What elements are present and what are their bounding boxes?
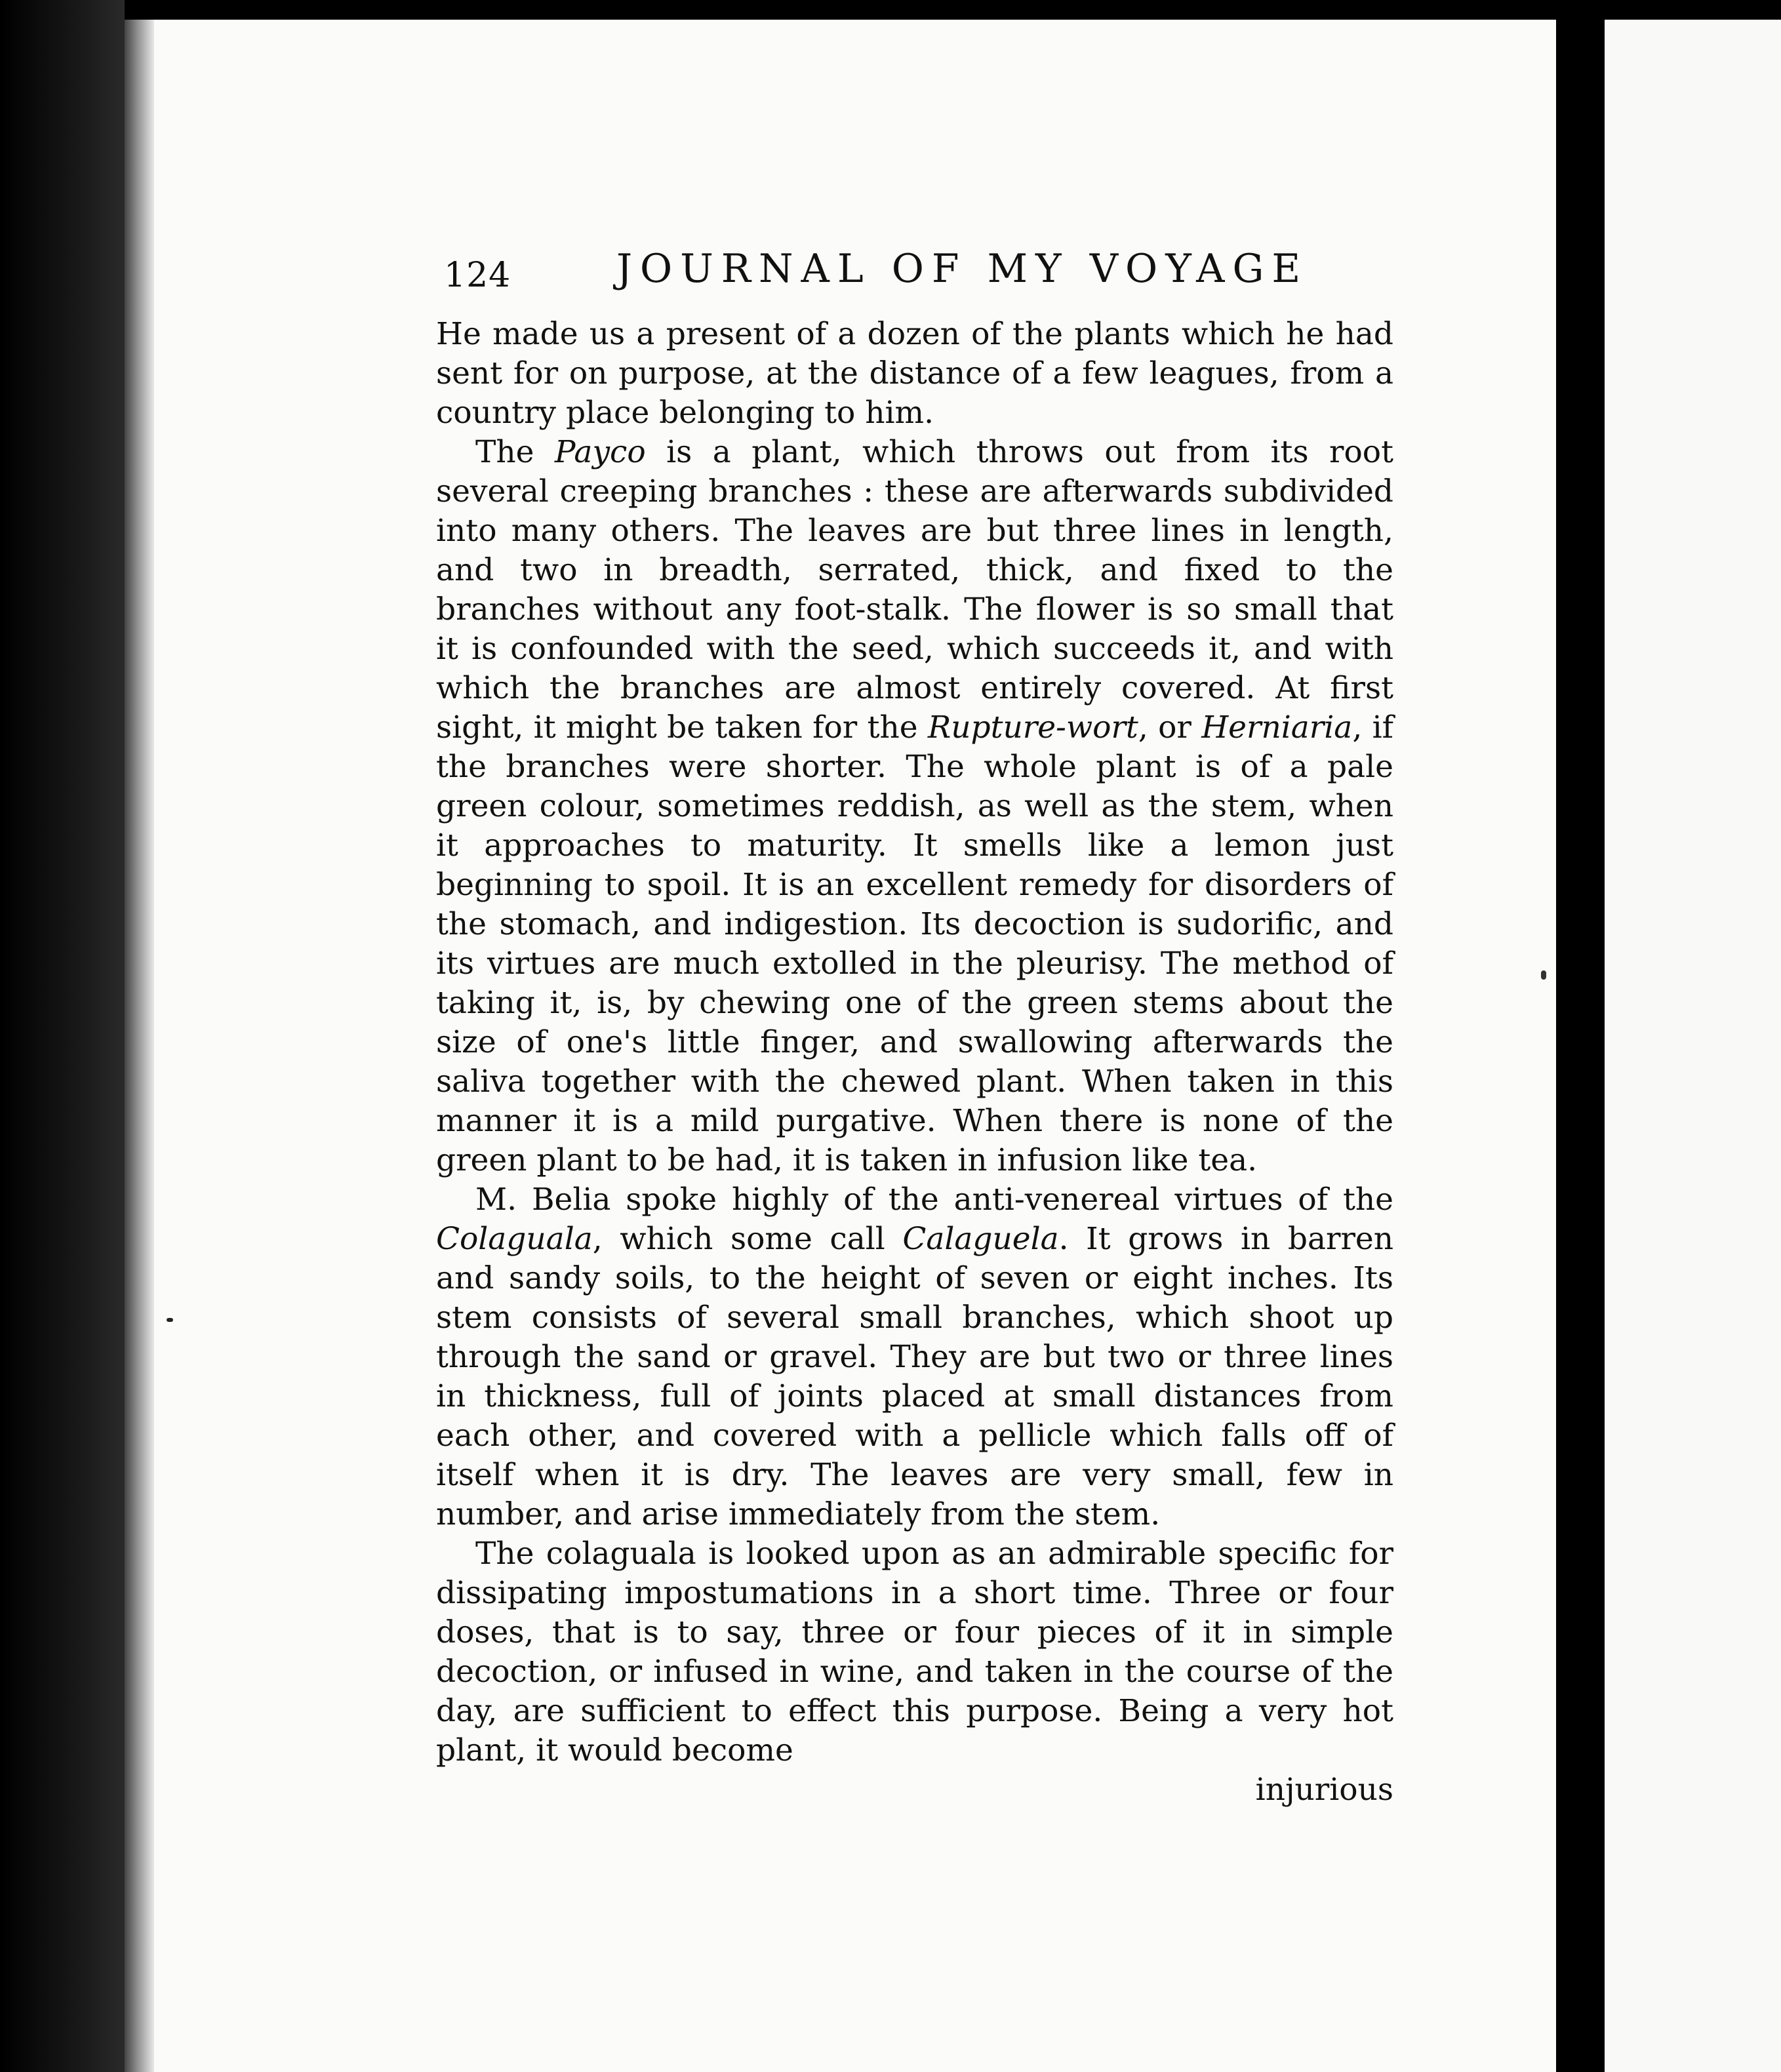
italic-term: Calaguela [902,1221,1059,1257]
italic-term: Herniaria [1201,709,1353,746]
running-head-title: JOURNAL OF MY VOYAGE [616,246,1309,292]
paragraph: The Payco is a plant, which throws out from its root several creeping branches : these are afterwards subdivided into many others. The leaves are but three lines in length, and two in breadth, serrated, thick, and fixed to the branches without any foot-stalk. The flower is so small that it is confounded with the seed, which succeeds it, and with which the branches are almost entirely covered. At first sight, it might be taken for the Rupture-wort, or Herniaria, if the branches were shorter. The whole plant is of a pale green colour, sometimes reddish, as well as the stem, when it approaches to maturity. It smells like a lemon just beginning to spoil. It is an excellent remedy for disorders of the stomach, and indigestion. Its decoction is sudorific, and its virtues are much extolled in the pleurisy. The method of taking it, is, by chewing one of the green stems about the size of one's little finger, and swallowing afterwards the saliva together with the chewed plant. When taken in this manner it is a mild purgative. When there is none of the green plant to be had, it is taken in infusion like tea. [436,434,1394,1178]
body-text [436,315,1393,1770]
book-binding-shadow [0,0,125,2072]
paragraph: The colaguala is looked upon as an admirable specific for dissipating impostumations in a short time. Three or four doses, that is to say, three or four pieces of it in simple decoction, or infused in wine, and taken in the course of the day, are sufficient to effect this purpose. Being a very hot plant, it would become [436,1536,1393,1768]
page-edge [125,20,154,2072]
paragraph: He made us a present of a dozen of the plants which he had sent for on purpose, at the distance of a few leagues, from a country place belonging to him. [436,316,1393,431]
ink-speck [1541,970,1546,980]
ink-speck [167,1318,173,1322]
running-head [436,236,1393,315]
catchword: injurious [1255,1772,1393,1808]
page-number: 124 [444,256,511,295]
italic-term: Payco [554,434,646,470]
page-gutter [1556,0,1605,2072]
facing-page-edge [1605,20,1781,2072]
paragraph: M. Belia spoke highly of the anti-venereal virtues of the Colaguala, which some call Calaguela. It grows in barren and sandy soils, to the height of seven or eight inches. Its stem consists of several small branches, which shoot up through the sand or gravel. They are but two or three lines in thickness, full of joints placed at small distances from each other, and covered with a pellicle which falls off of itself when it is dry. The leaves are very small, few in number, and arise immediately from the stem. [436,1182,1394,1532]
italic-term: Colaguala [436,1221,593,1257]
italic-term: Rupture-wort [927,709,1138,746]
text-block [436,236,1393,1810]
